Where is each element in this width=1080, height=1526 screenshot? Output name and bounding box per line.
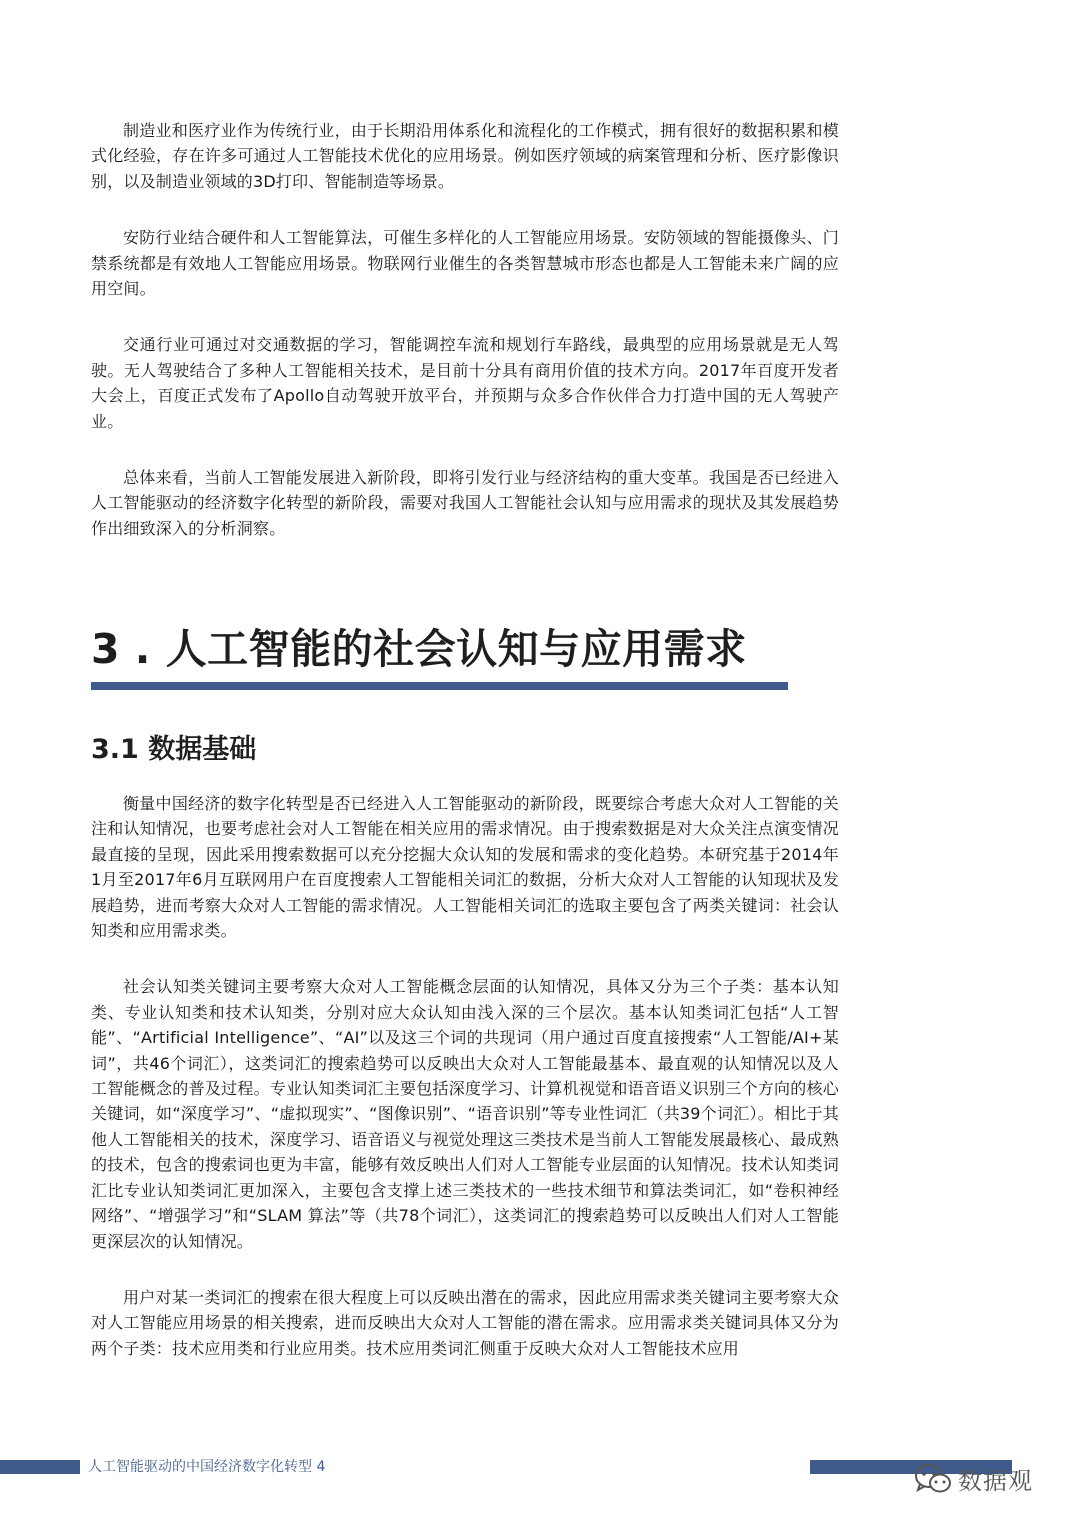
subsection-heading: 3.1 数据基础 bbox=[91, 734, 257, 765]
paragraph: 制造业和医疗业作为传统行业，由于长期沿用体系化和流程化的工作模式，拥有很好的数据积累和模式化经验，存在许多可通过人工智能技术优化的应用场景。例如医疗领域的病案管理和分析、医疗影像识别，以及制造业领域的3D打印、智能制造等场景。 bbox=[91, 121, 839, 191]
heading-underline bbox=[91, 682, 788, 690]
watermark-text: 数据观 bbox=[958, 1467, 1033, 1495]
watermark bbox=[914, 1461, 1033, 1496]
body-bottom bbox=[91, 791, 839, 1392]
body-top bbox=[91, 118, 839, 572]
section-heading: 3 . 人工智能的社会认知与应用需求 bbox=[91, 625, 747, 673]
paragraph: 衡量中国经济的数字化转型是否已经进入人工智能驱动的新阶段，既要综合考虑大众对人工智能的关注和认知情况，也要考虑社会对人工智能在相关应用的需求情况。由于搜索数据是对大众关注点演变情况最直接的呈现，因此采用搜索数据可以充分挖掘大众认知的发展和需求的变化趋势。本研究基于2014年1月至2017年6月互联网用户在百度搜索人工智能相关词汇的数据，分析大众对人工智能的认知现状及发展趋势，进而考察大众对人工智能的需求情况。人工智能相关词汇的选取主要包含了两类关键词：社会认知类和应用需求类。 bbox=[91, 794, 839, 941]
paragraph: 安防行业结合硬件和人工智能算法，可催生多样化的人工智能应用场景。安防领域的智能摄像头、门禁系统都是有效地人工智能应用场景。物联网行业催生的各类智慧城市形态也都是人工智能未来广阔的应用空间。 bbox=[91, 228, 839, 299]
section-heading-block bbox=[91, 618, 788, 690]
paragraph: 交通行业可通过对交通数据的学习，智能调控车流和规划行车路线，最典型的应用场景就是无人驾驶。无人驾驶结合了多种人工智能相关技术，是目前十分具有商用价值的技术方向。2017年百度开发者大会上，百度正式发布了Apollo自动驾驶开放平台，并预期与众多合作伙伴合力打造中国的无人驾驶产业。 bbox=[91, 335, 839, 431]
footer-bar-left bbox=[0, 1460, 80, 1474]
paragraph: 社会认知类关键词主要考察大众对人工智能概念层面的认知情况，具体又分为三个子类：基本认知类、专业认知类和技术认知类，分别对应大众认知由浅入深的三个层次。基本认知类词汇包括“人工智能”、“Artificial Intelligence”、“AI”以及这三个词的共现词（用户通过百度直接搜索“人工智能/AI+某词”，共46个词汇），这类词汇的搜索趋势可以反映出大众对人工智能最基本、最直观的认知情况以及人工智能概念的普及过程。专业认知类词汇主要包括深度学习、计算机视觉和语音语义识别三个方向的核心关键词，如“深度学习”、“虚拟现实”、“图像识别”、“语音识别”等专业性词汇（共39个词汇）。相比于其他人工智能相关的技术，深度学习、语音语义与视觉处理这三类技术是当前人工智能发展最核心、最成熟的技术，包含的搜索词也更为丰富，能够有效反映出人们对人工智能专业层面的认知情况。技术认知类词汇比专业认知类词汇更加深入，主要包含支撑上述三类技术的一些技术细节和算法类词汇，如“卷积神经网络”、“增强学习”和“SLAM 算法”等（共78个词汇），这类词汇的搜索趋势可以反映出人们对人工智能更深层次的认知情况。 bbox=[91, 977, 839, 1251]
paragraph: 总体来看，当前人工智能发展进入新阶段，即将引发行业与经济结构的重大变革。我国是否已经进入人工智能驱动的经济数字化转型的新阶段，需要对我国人工智能社会认知与应用需求的现状及其发展趋势作出细致深入的分析洞察。 bbox=[91, 468, 839, 538]
footer-title: 人工智能驱动的中国经济数字化转型 4 bbox=[88, 1459, 326, 1475]
paragraph: 用户对某一类词汇的搜索在很大程度上可以反映出潜在的需求，因此应用需求类关键词主要考察大众对人工智能应用场景的相关搜索，进而反映出大众对人工智能的潜在需求。应用需求类关键词具体又分为两个子类：技术应用类和行业应用类。技术应用类词汇侧重于反映大众对人工智能技术应用 bbox=[91, 1287, 839, 1358]
wechat-icon bbox=[914, 1463, 952, 1495]
